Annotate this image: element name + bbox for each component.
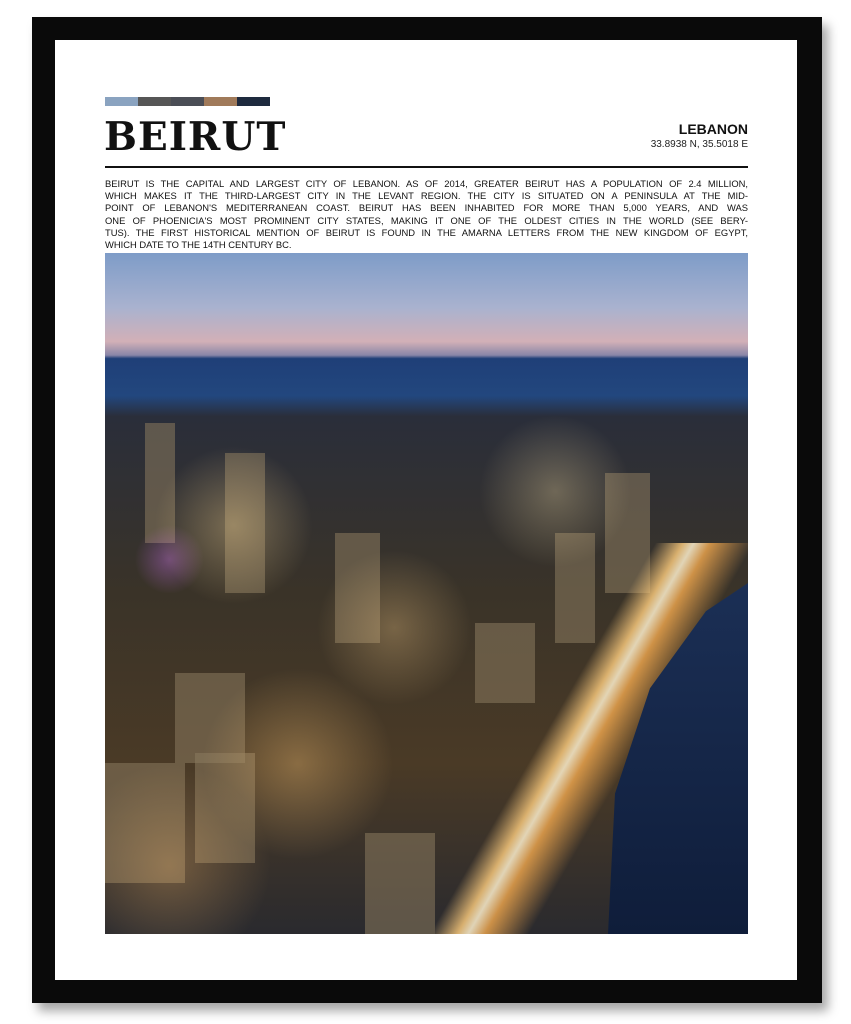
description-line: BEIRUT IS THE CAPITAL AND LARGEST CITY OF LEBANON. AS OF 2014, GREATER BEIRUT HAS A POPULATION OF 2.4 MILLION, [105,178,748,189]
city-photo [105,253,748,934]
description-line: ONE OF PHOENICIA'S MOST PROMINENT CITY STATES, MAKING IT ONE OF THE OLDEST CITIES IN THE WORLD (SEE BERY- [105,214,748,226]
country-name: LEBANON [678,121,748,137]
coordinates: 33.8938 N, 35.5018 E [650,139,748,150]
description-line: TUS). THE FIRST HISTORICAL MENTION OF BEIRUT IS FOUND IN THE AMARNA LETTERS FROM THE NEW KINGDOM OF EGYPT, [105,226,748,238]
palette-swatch [237,97,270,106]
description-line: WHICH MAKES IT THE THIRD-LARGEST CITY IN THE LEVANT REGION. THE CITY IS SITUATED ON A PENINSULA AT THE MID- [105,190,748,202]
description-line: POINT OF LEBANON'S MEDITERRANEAN COAST. BEIRUT HAS BEEN INHABITED FOR MORE THAN 5,000 YEARS, AND WAS [105,202,748,214]
description [105,178,748,251]
city-title: BEIRUT [104,114,287,160]
color-palette [105,97,270,106]
palette-swatch [171,97,204,106]
palette-swatch [204,97,237,106]
palette-swatch [138,97,171,106]
palette-swatch [105,97,138,106]
description-line: WHICH DATE TO THE 14TH CENTURY BC. [105,239,292,251]
divider [105,166,748,168]
